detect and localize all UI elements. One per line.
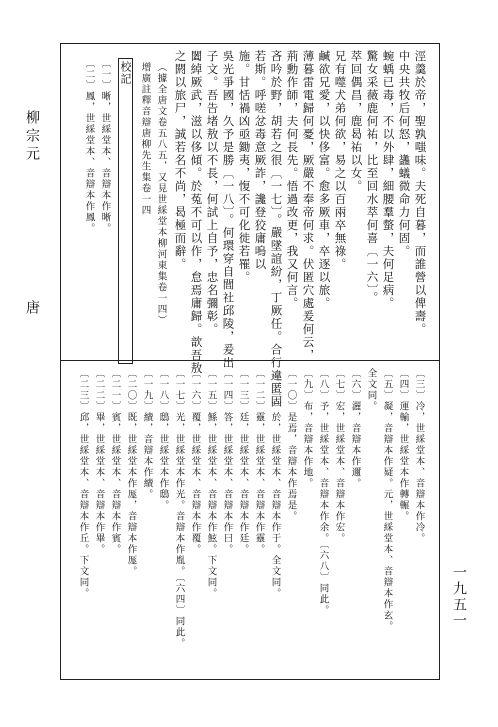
note-line: 〔一七〕光，世綵堂本作光。音辯本作胤。〔六四〕同此。 (173, 368, 185, 650)
note-line: 〔一〕晰，世綵堂本、音辯本作晰。 (99, 58, 111, 234)
note-line: 〔一一〕於，世綵堂本、音辯本作于。全文同。 (269, 368, 281, 599)
main-text-line: 涇羹於帝，聖孰嗤味。夫死自暮，而誰營以俾壽。 (413, 50, 428, 336)
main-text-line: 吳光爭國，久予是勝〔一八〕。何環穿自閭社邱陵，爰出 (221, 50, 236, 370)
note-line: 全文同。 (365, 368, 377, 412)
main-text-line: 萃回偶昌，鹿曷祐以女。 (349, 50, 364, 193)
note-line: 〔一九〕續，音辯本作續。 (141, 368, 153, 500)
main-text-line: 闔綽厥武，滋以侈傾。於菟不可以作，怠焉庸歸。歆吾敖 (189, 50, 204, 375)
note-line: 〔八〕予，世綵堂本、音辯本作余。〔六八〕同此。 (317, 368, 329, 617)
source-note-secondary: 增廣註釋音辯唐柳先生集卷一四 (139, 62, 151, 216)
source-note: （據全唐文卷五八五，又見世綵堂本柳河東集卷一四） (155, 62, 167, 326)
note-line: 〔一二〕靈，世綵堂本、音辯本作靈。 (253, 368, 265, 555)
main-text-line: 施。甘恬禍凶亟鋤夷，愎不可化徙若罹。 (237, 50, 252, 284)
note-line: 〔九〕布，音辯本作地。 (301, 368, 313, 489)
note-line: 〔二〇〕既，世綵堂本作厖，音辯本作厖。 (125, 368, 137, 577)
main-text-line: 之閼以旅尸，誠若名不尚，曷極而辭。 (173, 50, 188, 271)
note-line: 〔四〕運輸，世綵堂本作轉輾。 (397, 368, 409, 522)
note-line: 〔二二〕畢，世綵堂本、音辯本作畢。 (93, 368, 105, 555)
note-line: 〔二〕鳳，世綵堂本、音辯本作鳳。 (83, 58, 95, 234)
dynasty-label: 唐 (24, 300, 40, 314)
note-line: 〔七〕宏，世綵堂本、音辯本作宏。 (333, 368, 345, 544)
main-text-line: 兄有噬犬弟何欲，易之以百兩卒無祿。 (333, 50, 348, 271)
note-line: 〔二一〕賓，世綵堂本、音辯本作賓。 (109, 368, 121, 555)
main-text-line: 若斯。呼嗟忿毒意厥詐，讒登狡庸嗚以 (253, 50, 268, 271)
note-line: 〔一四〕答，世綵堂本、音辯本作曰。 (221, 368, 233, 555)
main-text-line: 吝吟於野，胡若之很〔一七〕。嚴墜誼紛，丁厥任。合行違匿固 (269, 50, 284, 409)
note-line: 〔一五〕鯀，世綵堂本、音辯本作鮌。下文同。 (205, 368, 217, 599)
section-divider (60, 360, 440, 361)
note-line: 〔一八〕鴟，世綵堂本作鴟。 (157, 368, 169, 511)
main-text-line: 子文。吾告堵敖以不長，何試上自予，忠名彌彰。 (205, 50, 220, 336)
note-line: 〔一六〕覆，世綵堂本、音辯本作覆。 (189, 368, 201, 555)
author-name: 柳宗元 (24, 110, 40, 164)
main-text-line: 中央共牧后何怒，蠭蟻微命力何固。 (397, 50, 412, 258)
note-line: 〔六〕灑，音辯本作邇。 (349, 368, 361, 489)
main-text-line: 荊勳作師，夫何長先。悟過改更，我又何言。 (285, 50, 300, 310)
main-text-line: 驚女采薇鹿何祐，比至回水萃何喜〔一六〕。 (365, 50, 380, 305)
page-number: 一九五一 (451, 565, 467, 629)
main-text-line: 鹹欲兄愛，以快侈富。愈多厥車，卒逐以旅。 (317, 50, 332, 310)
note-line: 〔二三〕邱，世綵堂本、音辯本作丘。下文同。 (77, 368, 89, 599)
note-line: 〔五〕凝，音辯本作疑。元，世綵堂本、音辯本作玄。 (381, 368, 393, 632)
note-line: 〔一三〕廷，世綵堂本、音辯本作廷。 (237, 368, 249, 555)
note-line: 〔三〕冷，世綵堂本、音辯本作冷。 (413, 368, 425, 544)
note-line: 〔一〇〕是焉，音辯本作焉是。 (285, 368, 297, 522)
main-text-line: 蜿蝺已毒，不以外肆，細腰羣螫，夫何足病。 (381, 50, 396, 310)
main-text-line: 薄暮雷電歸何憂，厥嚴不奉帝何求。伏匿穴處爰何云， (301, 50, 316, 362)
collation-heading: 校記 (118, 58, 133, 364)
